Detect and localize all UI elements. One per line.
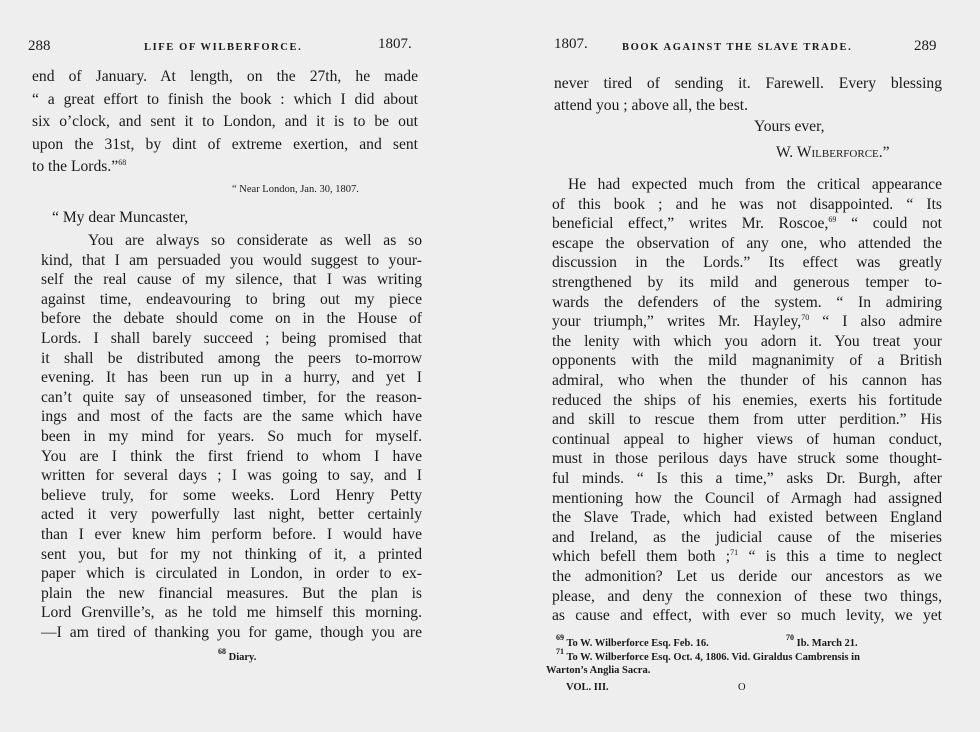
text-line	[552, 214, 942, 234]
text-line: believe truly, for some weeks. Lord Henry Petty	[41, 486, 422, 504]
text-line: attend you ; above all, the best.	[554, 97, 749, 114]
text-line: can’t quite say of unseasoned timber, for the reason-	[41, 388, 422, 406]
text-line: the lenity with which you adorn it. You treat your	[552, 332, 942, 350]
footnote-ref: 68	[218, 647, 226, 656]
text-line: self the real cause of my silence, that I was writing	[41, 271, 422, 289]
text-line: wards the defenders of the system. “ In admiring	[552, 293, 942, 311]
line-text: “ I also admire	[809, 313, 942, 331]
text-line: —I am tired of thanking you for game, though you are	[41, 624, 422, 641]
signature: W. Wilberforce.”	[776, 144, 890, 161]
text-line: than I ever knew him perform before. I would have	[41, 526, 422, 543]
text-line: continual appeal to higher views of human conduct,	[552, 430, 942, 448]
line-text: “ could not	[836, 215, 942, 233]
text-line: written for several days ; I was going to say, and I	[41, 467, 422, 485]
text-line: reduced the ships of his enemies, exerts his fortitude	[552, 391, 942, 409]
text-line	[552, 312, 942, 332]
closing: Yours ever,	[754, 118, 825, 135]
text-line: been in my mind for years. So much for myself.	[41, 428, 422, 445]
text-line: paper which is circulated in London, in order to ex-	[41, 565, 422, 583]
text-line: against time, endeavouring to bring out my piece	[41, 290, 422, 308]
running-head: BOOK AGAINST THE SLAVE TRADE.	[622, 42, 853, 53]
text-line	[552, 547, 942, 567]
text-line: end of January. At length, on the 27th, he made	[32, 68, 418, 85]
line-text: beneficial effect,” writes Mr. Roscoe,	[552, 215, 829, 233]
page-number: 288	[28, 38, 51, 54]
text-line: mentioning how the Council of Armagh had assigned	[552, 489, 942, 507]
text-line: the admonition? Let us deride our ancestors as we	[552, 568, 942, 585]
text-line: admiral, who when the thunder of his cannon has	[552, 372, 942, 389]
text-line: evening. It has been run up in a hurry, and yet I	[41, 369, 422, 387]
text-line: six o’clock, and sent it to London, and it is to be out	[32, 113, 418, 130]
text-line: to the Lords.”$^{68}$	[32, 158, 127, 175]
footnote	[218, 647, 257, 663]
text-line: never tired of sending it. Farewell. Every blessing	[554, 75, 942, 92]
text-line: of this book ; and he was not disappointed. “ Its	[552, 195, 942, 213]
text-line: and Ireland, as the judicial cause of the miseries	[552, 528, 942, 546]
text-line: acted it very powerfully last night, better certainly	[41, 506, 422, 524]
footnote	[556, 633, 709, 649]
footnote	[546, 665, 650, 676]
text-line: strengthened by its mild and generous temper to-	[552, 274, 942, 291]
page-number: 289	[914, 38, 937, 54]
header-year: 1807.	[378, 36, 412, 52]
text-line: as cause and effect, with ever so much levity, we yet	[552, 607, 942, 625]
text-line: discussion in the Lords.” Its effect was greatly	[552, 254, 942, 272]
line-text: “ is this a time to neglect	[738, 548, 942, 566]
footnote	[556, 647, 860, 663]
footnote-text: To W. Wilberforce Esq. Oct. 4, 1806. Vid. Giraldus Cambrensis in	[566, 652, 860, 663]
text-line: escape the observation of any one, who attended the	[552, 234, 942, 252]
running-head: LIFE OF WILBERFORCE.	[144, 42, 303, 53]
footnote-ref: 70	[786, 633, 794, 642]
text-line: ful minds. “ Is this a time,” asks Dr. Burgh, after	[552, 470, 942, 487]
text-line: sent you, but for my not thinking of it, a printed	[41, 545, 422, 563]
text-line: before the debate should come on in the House of	[41, 310, 422, 328]
footnote-ref: 69	[556, 633, 564, 642]
text-line: must in those perilous days have struck some thought-	[552, 450, 942, 468]
text-line: please, and deny the connexion of these two things,	[552, 587, 942, 605]
footnote-text: To W. Wilberforce Esq. Feb. 16.	[566, 638, 709, 649]
footnote-ref: 68	[118, 158, 127, 167]
footnote-ref: 71	[556, 647, 564, 656]
footnote-ref: 70	[801, 313, 810, 323]
footnote-text: Diary.	[228, 652, 257, 663]
text-line: upon the 31st, by dint of extreme exertion, and sent	[32, 135, 418, 153]
text-line: plain the new financial measures. But the plan is	[41, 584, 422, 602]
text-line: You are I think the first friend to whom I have	[41, 447, 422, 465]
right-page	[510, 0, 980, 732]
text-line: the Slave Trade, which had existed between England	[552, 509, 942, 527]
text-line: He had expected much from the critical appearance	[568, 176, 942, 193]
text-line: Lords. I shall barely succeed ; being promised that	[41, 330, 422, 347]
text-line: Lord Grenville’s, as he told me himself this morning.	[41, 604, 422, 622]
text-line: You are always so considerate as well as so	[88, 232, 422, 249]
footnote-text: Warton’s Anglia Sacra.	[546, 665, 651, 676]
footnote-ref: 69	[828, 215, 837, 225]
line-text: which befell them both ;	[552, 548, 731, 566]
volume-mark: VOL. III.	[566, 682, 609, 693]
text-line: it shall be distributed among the peers to-morrow	[41, 349, 422, 367]
footnote-text: Ib. March 21.	[796, 638, 858, 649]
gathering-mark: O	[738, 682, 746, 693]
salutation: “ My dear Muncaster,	[52, 209, 189, 226]
line-text: your triumph,” writes Mr. Hayley,	[552, 313, 802, 331]
header-year: 1807.	[554, 36, 588, 52]
footnote	[786, 633, 858, 649]
text-line: ings and most of the facts are the same which have	[41, 408, 422, 426]
text-line: “ a great effort to finish the book : which I did about	[32, 90, 418, 108]
text-line: kind, that I am persuaded you would suggest to your-	[41, 251, 422, 269]
left-page	[0, 0, 470, 732]
text-line: and skill to rescue them from utter perdition.” His	[552, 411, 942, 429]
footnote-ref: 71	[730, 548, 739, 558]
dateline: “ Near London, Jan. 30, 1807.	[232, 184, 359, 195]
text-line: opponents with the mild magnanimity of a British	[552, 352, 942, 370]
